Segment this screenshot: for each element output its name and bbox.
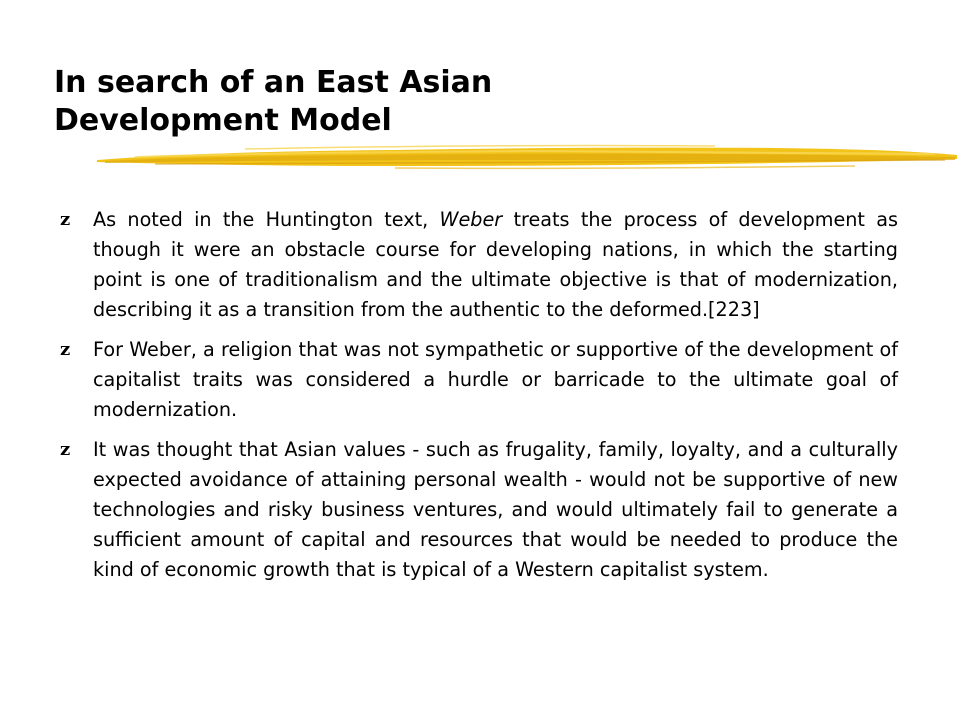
bullet-marker: z	[60, 209, 71, 230]
bullet-list	[60, 205, 898, 595]
bullet-item-1	[60, 205, 898, 325]
bullet-2-text: For Weber, a religion that was not sympathetic or supportive of the development of capitalist traits was considered a hurdle or barricade to the ultimate goal of modernization.	[93, 338, 898, 421]
brush-stroke-underline	[95, 138, 960, 178]
slide-title	[54, 64, 894, 140]
bullet-marker: z	[60, 339, 71, 360]
bullet-3-text: It was thought that Asian values - such as frugality, family, loyalty, and a culturally expected avoidance of attaining personal wealth - would not be supportive of new technologies and risky business ventures, and would ultimately fail to generate a sufficient amount of capital and resources that would be needed to produce the kind of economic growth that is typical of a Western capitalist system.	[93, 438, 898, 581]
slide-title-line-2: Development Model	[54, 103, 392, 138]
bullet-item-2	[60, 335, 898, 425]
bullet-1-emphasis: Weber	[439, 208, 503, 231]
slide-title-line-1: In search of an East Asian	[54, 65, 493, 100]
bullet-1-text-start: As noted in the Huntington text,	[93, 208, 440, 231]
bullet-marker: z	[60, 439, 71, 460]
bullet-1-text-end: treats the process of development as though it were an obstacle course for developing nations, in which the starting point is one of traditionalism and the ultimate objective is that of modernization, describing it as a transition from the authentic to the deformed.[223]	[93, 208, 898, 321]
bullet-item-3	[60, 435, 898, 585]
